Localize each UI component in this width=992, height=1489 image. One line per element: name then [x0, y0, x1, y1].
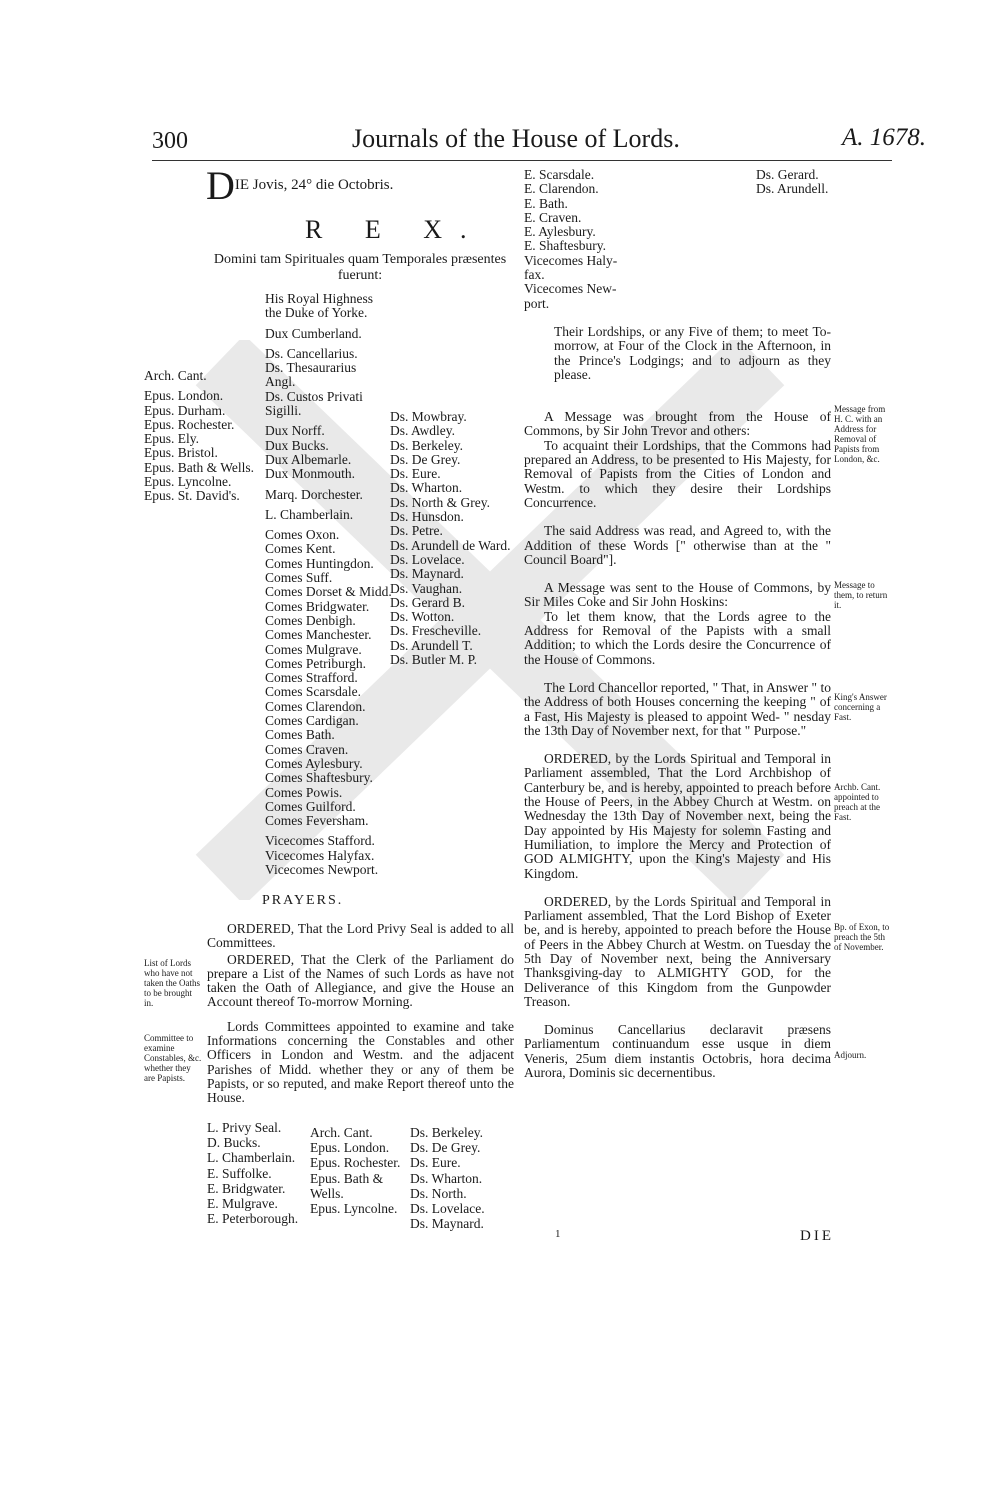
right-paragraphs — [524, 325, 831, 1080]
list-item: Comes Shaftesbury. — [265, 770, 373, 786]
list-item: E. Craven. — [524, 209, 582, 225]
list-item: Vicecomes Haly- — [524, 252, 618, 268]
list-item: E. Mulgrave. — [207, 1196, 278, 1212]
list-item: L. Privy Seal. — [207, 1120, 282, 1135]
list-item: Dux Bucks. — [265, 437, 329, 453]
list-item: Ds. Berkeley. — [390, 437, 463, 453]
commons-address: To acquaint their Lordships, that the Commons had prepared an Address, to be presented to His Majesty, for Removal of Papists from the Cities of London and Westm. to which they desire their Lordships Concurrence. — [524, 437, 831, 510]
committee-col-3 — [410, 1125, 485, 1231]
list-item: Ds. De Grey. — [390, 451, 461, 467]
list-item: Vicecomes New- — [524, 281, 617, 297]
list-item: Comes Cardigan. — [265, 713, 359, 729]
list-item: Sigilli. — [265, 403, 302, 419]
list-item: Ds. Vaughan. — [390, 580, 463, 596]
list-item: Ds. Gerard. — [756, 167, 819, 182]
list-item: Ds. Eure. — [390, 466, 441, 482]
list-item: Ds. Thesaurarius — [265, 360, 357, 376]
list-item: L. Chamberlain. — [265, 506, 354, 522]
list-item: Ds. Arundell. — [756, 181, 829, 197]
list-item: Comes Strafford. — [265, 670, 358, 686]
list-item: Ds. North & Grey. — [390, 494, 490, 510]
list-item: Ds. Maynard. — [410, 1216, 484, 1232]
page-number: 300 — [152, 128, 188, 154]
list-item: Ds. Lovelace. — [410, 1201, 485, 1217]
list-item: Comes Bath. — [265, 727, 335, 743]
right-lords-list-2 — [756, 168, 828, 197]
list-item: Ds. Wharton. — [410, 1170, 483, 1186]
list-item: L. Chamberlain. — [207, 1150, 296, 1166]
order-bishop-exeter: ORDERED, by the Lords Spiritual and Temporal in Parliament assembled, That the Lord Bishop of Exeter be, and is hereby, appointed to preach before the House of Peers in the Abbey Church at Westm. on Tuesday the 5th Day of November next, being the Anniversary Thanksgiving-day to ALMIGHTY GOD, for the Deliverance of this Kingdom from the Gunpowder Treason. — [524, 893, 831, 1009]
list-item: Ds. Frescheville. — [390, 623, 482, 639]
list-item: Ds. Eure. — [410, 1155, 461, 1171]
list-item: Epus. London. — [144, 388, 224, 404]
list-item: E. Shaftesbury. — [524, 238, 606, 254]
date-heading: DIE Jovis, 24° die Octobris. — [206, 163, 394, 208]
list-item: Wells. — [310, 1185, 344, 1201]
list-item: Comes Oxon. — [265, 527, 340, 543]
list-item: Arch. Cant. — [144, 368, 207, 383]
margin-note-oaths: List of Lords who have not taken the Oaths to be brought in. — [144, 958, 200, 1008]
domini-heading: Domini tam Spirituales quam Temporales præsentes fuerunt: — [213, 252, 507, 283]
list-item: Comes Kent. — [265, 541, 336, 557]
rex-heading: R E X. — [305, 215, 485, 244]
message-from-commons: A Message was brought from the House of Commons, by Sir John Trevor and others: — [524, 409, 831, 439]
list-item: Epus. Rochester. — [310, 1155, 401, 1171]
list-item: Ds. Wotton. — [390, 609, 455, 625]
list-item: Ds. Awdley. — [390, 423, 456, 439]
list-item: Comes Huntingdon. — [265, 555, 374, 571]
list-item: port. — [524, 295, 550, 311]
list-item: Vicecomes Halyfax. — [265, 847, 375, 863]
list-item: Comes Aylesbury. — [265, 755, 363, 771]
list-item: E. Peterborough. — [207, 1211, 299, 1227]
margin-note-archb: Archb. Cant. appointed to preach at the Fast. — [834, 782, 881, 822]
list-item: Comes Clarendon. — [265, 698, 366, 714]
right-lords-list — [524, 168, 617, 311]
chancellor-report: The Lord Chancellor reported, " That, in Answer " to the Address of both Houses concerning the keeping " of a Fast, His Majesty is pleased to appoint Wed- " nesday the 13th Day of November next, for that " Purpose." — [524, 679, 831, 738]
list-item: Ds. North. — [410, 1185, 467, 1201]
list-item: Ds. Arundell T. — [390, 637, 473, 653]
barons-list — [390, 410, 511, 667]
running-year: A. 1678. — [842, 124, 927, 151]
margin-note-return: Message to them, to return it. — [834, 580, 888, 610]
list-item: Ds. Cancellarius. — [265, 345, 358, 361]
order-privy-seal: ORDERED, That the Lord Privy Seal is added to all Committees. — [207, 921, 514, 951]
list-item: E. Bridgwater. — [207, 1180, 286, 1196]
list-item: Angl. — [265, 374, 296, 390]
list-item: Ds. Petre. — [390, 523, 443, 539]
lords-agree: To let them know, that the Lords agree to the Address for Removal of the Papists with a small Addition; to which the Lords desire the Concurrence of the House of Commons. — [524, 608, 831, 667]
list-item: Comes Craven. — [265, 741, 349, 757]
list-item: Epus. Ely. — [144, 431, 199, 447]
list-item: Ds. Custos Privati — [265, 388, 363, 404]
list-item: E. Scarsdale. — [524, 167, 595, 182]
list-item: D. Bucks. — [207, 1135, 261, 1151]
list-item: fax. — [524, 267, 545, 283]
list-item: E. Clarendon. — [524, 181, 599, 197]
list-item: Comes Powis. — [265, 784, 343, 800]
list-item: Epus. London. — [310, 1140, 390, 1156]
list-item: Ds. Maynard. — [390, 566, 464, 582]
list-item: E. Bath. — [524, 195, 568, 211]
list-item: Epus. Durham. — [144, 402, 226, 418]
list-item: the Duke of Yorke. — [265, 305, 368, 321]
list-item: Epus. Lyncolne. — [310, 1201, 398, 1217]
header-rule — [152, 160, 892, 161]
list-item: Ds. Lovelace. — [390, 551, 465, 567]
list-item: Comes Scarsdale. — [265, 684, 361, 700]
list-item: Ds. De Grey. — [410, 1140, 481, 1156]
list-item: Epus. Lyncolne. — [144, 474, 232, 490]
catchword: DIE — [800, 1228, 834, 1244]
list-item: Comes Denbigh. — [265, 612, 356, 628]
committee-appointment: Lords Committees appointed to examine and take Informations concerning the Constables and other Officers in London and Westm. and the adjacent Parishes of Midd. whether they or any of them be Papists, or so reputed, and make Report thereof unto the House. — [207, 1018, 514, 1106]
list-item: Comes Guilford. — [265, 798, 356, 814]
temporal-lords — [265, 292, 392, 877]
list-item: Epus. St. David's. — [144, 488, 240, 504]
list-item: Epus. Bristol. — [144, 445, 218, 461]
list-item: Ds. Hunsdon. — [390, 509, 464, 525]
address-agreed: The said Address was read, and Agreed to, with the Addition of these Words [" otherwise than at the " Council Board"]. — [524, 523, 831, 567]
list-item: E. Suffolke. — [207, 1165, 272, 1181]
list-item: His Royal Highness — [265, 291, 373, 306]
adjournment: Dominus Cancellarius declaravit præsens Parliamentum continuandum esse usque in diem Veneris, 25um diem instantis Octobris, hora decima Aurora, Dominis sic decernentibus. — [524, 1022, 831, 1081]
margin-note-fast: King's Answer concerning a Fast. — [834, 692, 887, 722]
order-oath-list: ORDERED, That the Clerk of the Parliament do prepare a List of the Names of such Lords as have not taken the Oath of Allegiance, and give the House an Account thereof To-morrow Morning. — [207, 951, 514, 1010]
bishops-list — [144, 369, 254, 504]
list-item: Marq. Dorchester. — [265, 486, 363, 502]
list-item: Dux Norff. — [265, 423, 325, 439]
margin-note-exon: Bp. of Exon, to preach the 5th of November. — [834, 922, 890, 952]
message-to-commons: A Message was sent to the House of Commons, by Sir Miles Coke and Sir John Hoskins: — [524, 580, 831, 610]
list-item: Comes Feversham. — [265, 813, 369, 829]
order-archbishop: ORDERED, by the Lords Spiritual and Temporal in Parliament assembled, That the Lord Archbishop of Canterbury be, and is hereby, appointed to preach before the House of Peers, in the Abbey Church at Westm. on Wednesday the 13th Day of November next, being the Day appointed by His Majesty for solemn Fasting and Humiliation, to implore the Mercy and Protection of GOD ALMIGHTY, upon the King's Majesty and His Kingdom. — [524, 751, 831, 881]
list-item: E. Aylesbury. — [524, 224, 596, 240]
list-item: Ds. Wharton. — [390, 480, 463, 496]
prayers-heading: PRAYERS. — [262, 893, 344, 908]
margin-note-constables: Committee to examine Constables, &c. whether they are Papists. — [144, 1033, 202, 1083]
list-item: Vicecomes Newport. — [265, 861, 379, 877]
list-item: Comes Bridgwater. — [265, 598, 370, 614]
margin-note-adjourn: Adjourn. — [834, 1050, 867, 1060]
signature-mark: 1 — [555, 1228, 561, 1240]
list-item: Ds. Mowbray. — [390, 409, 467, 424]
margin-note-message-hc: Message from H. C. with an Address for Removal of Papists from London, &c. — [834, 404, 886, 464]
list-item: Dux Albemarle. — [265, 451, 352, 467]
list-item: Dux Cumberland. — [265, 325, 362, 341]
list-item: Ds. Gerard B. — [390, 594, 465, 610]
list-item: Ds. Berkeley. — [410, 1125, 483, 1140]
list-item: Comes Petriburgh. — [265, 655, 366, 671]
committee-col-2 — [310, 1125, 400, 1216]
list-item: Ds. Butler M. P. — [390, 652, 478, 668]
list-item: Comes Dorset & Midd. — [265, 584, 392, 600]
committee-col-1 — [207, 1120, 298, 1226]
list-item: Ds. Arundell de Ward. — [390, 537, 511, 553]
list-item: Arch. Cant. — [310, 1125, 373, 1140]
list-item: Epus. Bath & — [310, 1170, 384, 1186]
running-title: Journals of the House of Lords. — [352, 124, 680, 153]
list-item: Epus. Rochester. — [144, 416, 235, 432]
list-item: Vicecomes Stafford. — [265, 833, 375, 849]
list-item: Epus. Bath & Wells. — [144, 459, 255, 475]
list-item: Comes Manchester. — [265, 627, 372, 643]
list-item: Dux Monmouth. — [265, 466, 356, 482]
list-item: Comes Mulgrave. — [265, 641, 362, 657]
left-paragraphs — [207, 922, 514, 1106]
list-item: Comes Suff. — [265, 570, 333, 586]
committee-meeting: Their Lordships, or any Five of them; to meet To-morrow, at Four of the Clock in the Afternoon, in the Prince's Lodgings; and to adjourn as they please. — [554, 324, 831, 382]
